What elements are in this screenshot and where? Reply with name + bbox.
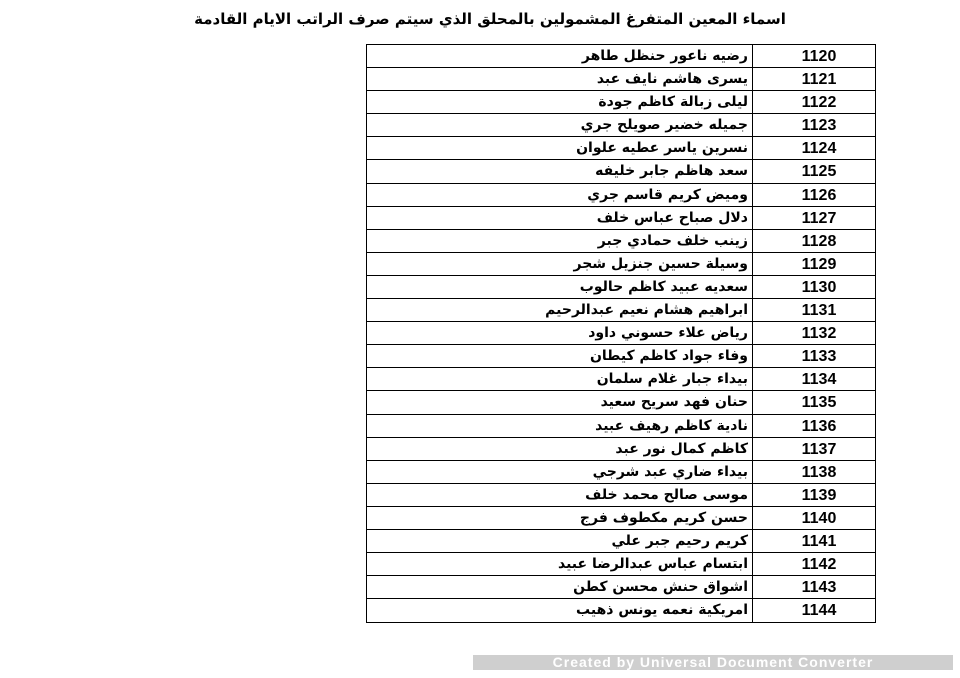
serial-number: 1122 xyxy=(801,94,837,112)
serial-number: 1125 xyxy=(801,163,837,181)
person-name: امريكية نعمه يونس ذهيب xyxy=(367,599,753,622)
person-name: كاظم كمال نور عبد xyxy=(367,438,753,460)
serial-number: 1141 xyxy=(801,532,837,550)
table-row xyxy=(367,207,875,230)
serial-number: 1129 xyxy=(801,255,837,273)
serial-number: 1135 xyxy=(801,394,837,412)
table-row xyxy=(367,45,875,68)
person-name: كريم رحيم جبر علي xyxy=(367,530,753,552)
serial-number: 1127 xyxy=(801,209,837,227)
serial-number: 1126 xyxy=(801,186,837,204)
table-row xyxy=(367,553,875,576)
serial-number: 1133 xyxy=(801,348,837,366)
serial-number: 1120 xyxy=(801,48,837,65)
table-row xyxy=(367,461,875,484)
serial-number: 1139 xyxy=(801,486,837,504)
table-row xyxy=(367,276,875,299)
serial-number: 1134 xyxy=(801,371,837,389)
person-name: ابراهيم هشام نعيم عبدالرحيم xyxy=(367,299,753,321)
table-row xyxy=(367,137,875,160)
table-row xyxy=(367,299,875,322)
table-row xyxy=(367,599,875,622)
person-name: موسى صالح محمد خلف xyxy=(367,484,753,506)
table-row xyxy=(367,114,875,137)
person-name: زينب خلف حمادي جبر xyxy=(367,230,753,252)
person-name: وفاء جواد كاظم كيطان xyxy=(367,345,753,367)
person-name: بيداء جبار غلام سلمان xyxy=(367,368,753,390)
person-name: ليلى زبالة كاظم جودة xyxy=(367,91,753,113)
person-name: ابتسام عباس عبدالرضا عبيد xyxy=(367,553,753,575)
serial-number: 1143 xyxy=(801,579,837,597)
serial-number: 1140 xyxy=(801,509,837,527)
table-row xyxy=(367,68,875,91)
person-name: بيداء ضاري عبد شرجي xyxy=(367,461,753,483)
table-row xyxy=(367,184,875,207)
table-row xyxy=(367,322,875,345)
person-name: وميض كريم قاسم جري xyxy=(367,184,753,206)
person-name: سعد هاظم جابر خليفه xyxy=(367,160,753,182)
serial-number: 1123 xyxy=(801,117,837,135)
person-name: رضيه ناعور حنظل طاهر xyxy=(367,45,753,67)
table-row xyxy=(367,230,875,253)
table-row xyxy=(367,576,875,599)
watermark-footer: Created by Universal Document Converter xyxy=(473,655,953,670)
person-name: وسيلة حسين جنزيل شجر xyxy=(367,253,753,275)
serial-number: 1121 xyxy=(801,71,837,89)
serial-number: 1142 xyxy=(801,556,837,574)
person-name: حنان فهد سريح سعيد xyxy=(367,391,753,413)
table-row xyxy=(367,530,875,553)
table-row xyxy=(367,160,875,183)
serial-number: 1144 xyxy=(801,602,837,620)
serial-number: 1128 xyxy=(801,232,837,250)
table-row xyxy=(367,368,875,391)
serial-number: 1137 xyxy=(801,440,837,458)
person-name: رياض علاء حسوني داود xyxy=(367,322,753,344)
serial-number: 1132 xyxy=(801,325,837,343)
serial-number: 1130 xyxy=(801,278,837,296)
table-row xyxy=(367,91,875,114)
person-name: دلال صباح عباس خلف xyxy=(367,207,753,229)
serial-number: 1136 xyxy=(801,417,837,435)
table-row xyxy=(367,507,875,530)
table-row xyxy=(367,415,875,438)
person-name: نسرين ياسر عطيه علوان xyxy=(367,137,753,159)
names-table xyxy=(366,44,876,623)
page-title: اسماء المعين المتفرغ المشمولين بالمحلق الذي سيتم صرف الراتب الايام القادمة xyxy=(194,10,786,28)
table-row xyxy=(367,345,875,368)
serial-number: 1138 xyxy=(801,463,837,481)
table-row xyxy=(367,253,875,276)
table-row xyxy=(367,391,875,414)
person-name: نادية كاظم رهيف عبيد xyxy=(367,415,753,437)
serial-number: 1131 xyxy=(801,302,837,320)
serial-number: 1124 xyxy=(801,140,837,158)
person-name: اشواق حنش محسن كطن xyxy=(367,576,753,598)
table-row xyxy=(367,484,875,507)
person-name: يسرى هاشم نايف عبد xyxy=(367,68,753,90)
person-name: سعديه عبيد كاظم حالوب xyxy=(367,276,753,298)
person-name: جميله خضير صويلح جري xyxy=(367,114,753,136)
person-name: حسن كريم مكطوف فرج xyxy=(367,507,753,529)
table-row xyxy=(367,438,875,461)
